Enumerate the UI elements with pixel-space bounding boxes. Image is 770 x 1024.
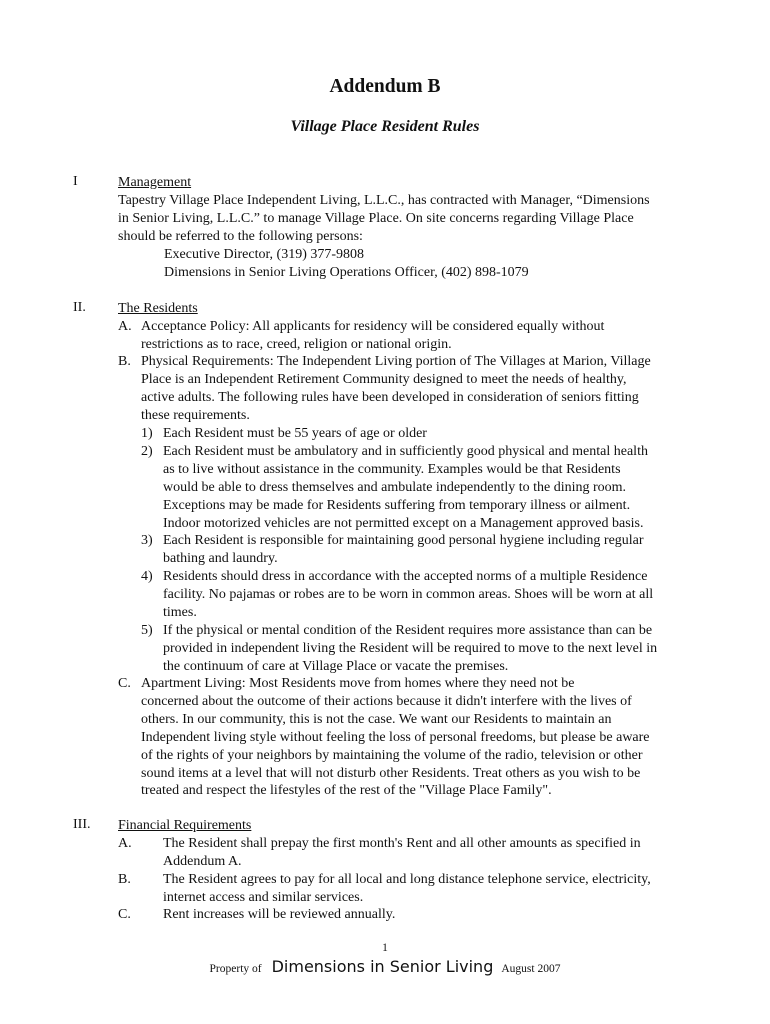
item-2-number: 2) — [141, 444, 153, 459]
section-3-b-label: B. — [118, 872, 131, 887]
document-subtitle: Village Place Resident Rules — [290, 118, 480, 135]
page-number: 1 — [382, 942, 388, 954]
text-line: restrictions as to race, creed, religion or national origin. — [141, 336, 452, 352]
text-line: the continuum of care at Village Place or vacate the premises. — [163, 658, 509, 674]
text-line: of the rights of your neighbors by maintaining the volume of the radio, television or other — [141, 747, 643, 763]
text-line: concerned about the outcome of their actions because it didn't interfere with the lives of — [141, 693, 632, 709]
section-3-b — [163, 871, 651, 907]
contact-operations-officer: Dimensions in Senior Living Operations Officer, (402) 898-1079 — [164, 264, 529, 280]
section-2-a — [141, 318, 604, 354]
section-3-a-label: A. — [118, 836, 132, 851]
text-line: provided in independent living the Resident will be required to move to the next level in — [163, 640, 658, 656]
item-1 — [163, 425, 427, 443]
text-line: The Resident agrees to pay for all local and long distance telephone service, electricity, — [163, 872, 651, 887]
footer-prefix: Property of — [209, 963, 262, 975]
section-2-c — [141, 675, 650, 800]
item-3 — [163, 532, 644, 568]
text-line: as to live without assistance in the community. Examples would be that Residents — [163, 461, 621, 477]
text-line: Each Resident is responsible for maintaining good personal hygiene including regular — [163, 533, 644, 548]
item-3-number: 3) — [141, 533, 153, 548]
text-line: would be able to dress themselves and ambulate independently to the dining room. — [163, 479, 627, 495]
footer-date: August 2007 — [501, 963, 561, 975]
text-line: If the physical or mental condition of the Resident requires more assistance than can be — [163, 623, 653, 638]
section-2-heading: The Residents — [118, 301, 198, 316]
text-line: facility. No pajamas or robes are to be worn in common areas. Shoes will be worn at all — [163, 586, 654, 602]
section-3-c-label: C. — [118, 907, 131, 922]
text-line: Addendum A. — [163, 853, 242, 869]
section-3-a — [163, 835, 641, 871]
section-2-c-label: C. — [118, 676, 131, 691]
document-title: Addendum B — [329, 76, 441, 97]
section-1-line: should be referred to the following persons: — [118, 228, 363, 244]
text-line: times. — [163, 604, 197, 620]
contact-executive-director: Executive Director, (319) 377-9808 — [164, 246, 365, 262]
section-3-heading: Financial Requirements — [118, 818, 252, 833]
section-2-b — [141, 353, 651, 425]
text-line: bathing and laundry. — [163, 550, 278, 566]
section-1-heading: Management — [118, 175, 192, 190]
section-1-line: in Senior Living, L.L.C.” to manage Village Place. On site concerns regarding Village Place — [118, 210, 634, 226]
text-line: treated and respect the lifestyles of the rest of the "Village Place Family". — [141, 783, 552, 799]
text-line: Apartment Living: Most Residents move from homes where they need not be — [141, 676, 575, 691]
text-line: others. In our community, this is not the case. We want our Residents to maintain an — [141, 711, 612, 727]
text-line: these requirements. — [141, 407, 250, 423]
text-line: The Resident shall prepay the first month's Rent and all other amounts as specified in — [163, 836, 641, 851]
section-3-number: III. — [73, 817, 91, 832]
text-line: Acceptance Policy: All applicants for residency will be considered equally without — [141, 319, 605, 334]
text-line: Each Resident must be ambulatory and in sufficiently good physical and mental health — [163, 444, 648, 459]
item-5 — [163, 622, 657, 676]
text-line: sound items at a level that will not disturb other Residents. Treat others as you wish to be — [141, 765, 641, 781]
item-1-number: 1) — [141, 426, 153, 441]
section-2-number: II. — [73, 300, 86, 315]
item-4-number: 4) — [141, 569, 153, 584]
section-1 — [118, 174, 650, 281]
text-line: Rent increases will be reviewed annually. — [163, 907, 396, 922]
section-1-number: I — [73, 174, 78, 189]
item-4 — [163, 568, 653, 622]
section-2-b-label: B. — [118, 354, 131, 369]
text-line: internet access and similar services. — [163, 889, 364, 905]
section-1-line: Tapestry Village Place Independent Living, L.L.C., has contracted with Manager, “Dimensions — [118, 192, 650, 208]
text-line: Physical Requirements: The Independent Living portion of The Villages at Marion, Village — [141, 354, 651, 369]
text-line: Independent living style without feeling the loss of personal freedoms, but please be aware — [141, 729, 650, 745]
text-line: Each Resident must be 55 years of age or older — [163, 426, 427, 441]
section-3-c — [163, 906, 395, 924]
section-2 — [118, 300, 198, 318]
text-line: Place is an Independent Retirement Community designed to meet the needs of healthy, — [141, 371, 627, 387]
section-2-a-label: A. — [118, 319, 132, 334]
text-line: Exceptions may be made for Residents suffering from temporary illness or ailment. — [163, 497, 631, 513]
footer-company: Dimensions in Senior Living — [271, 957, 494, 976]
page-footer — [0, 957, 770, 977]
item-5-number: 5) — [141, 623, 153, 638]
text-line: Indoor motorized vehicles are not permitted except on a Management approved basis. — [163, 515, 644, 531]
item-2 — [163, 443, 648, 533]
text-line: Residents should dress in accordance with the accepted norms of a multiple Residence — [163, 569, 648, 584]
text-line: active adults. The following rules have been developed in consideration of seniors fitting — [141, 389, 639, 405]
section-3 — [118, 817, 251, 835]
